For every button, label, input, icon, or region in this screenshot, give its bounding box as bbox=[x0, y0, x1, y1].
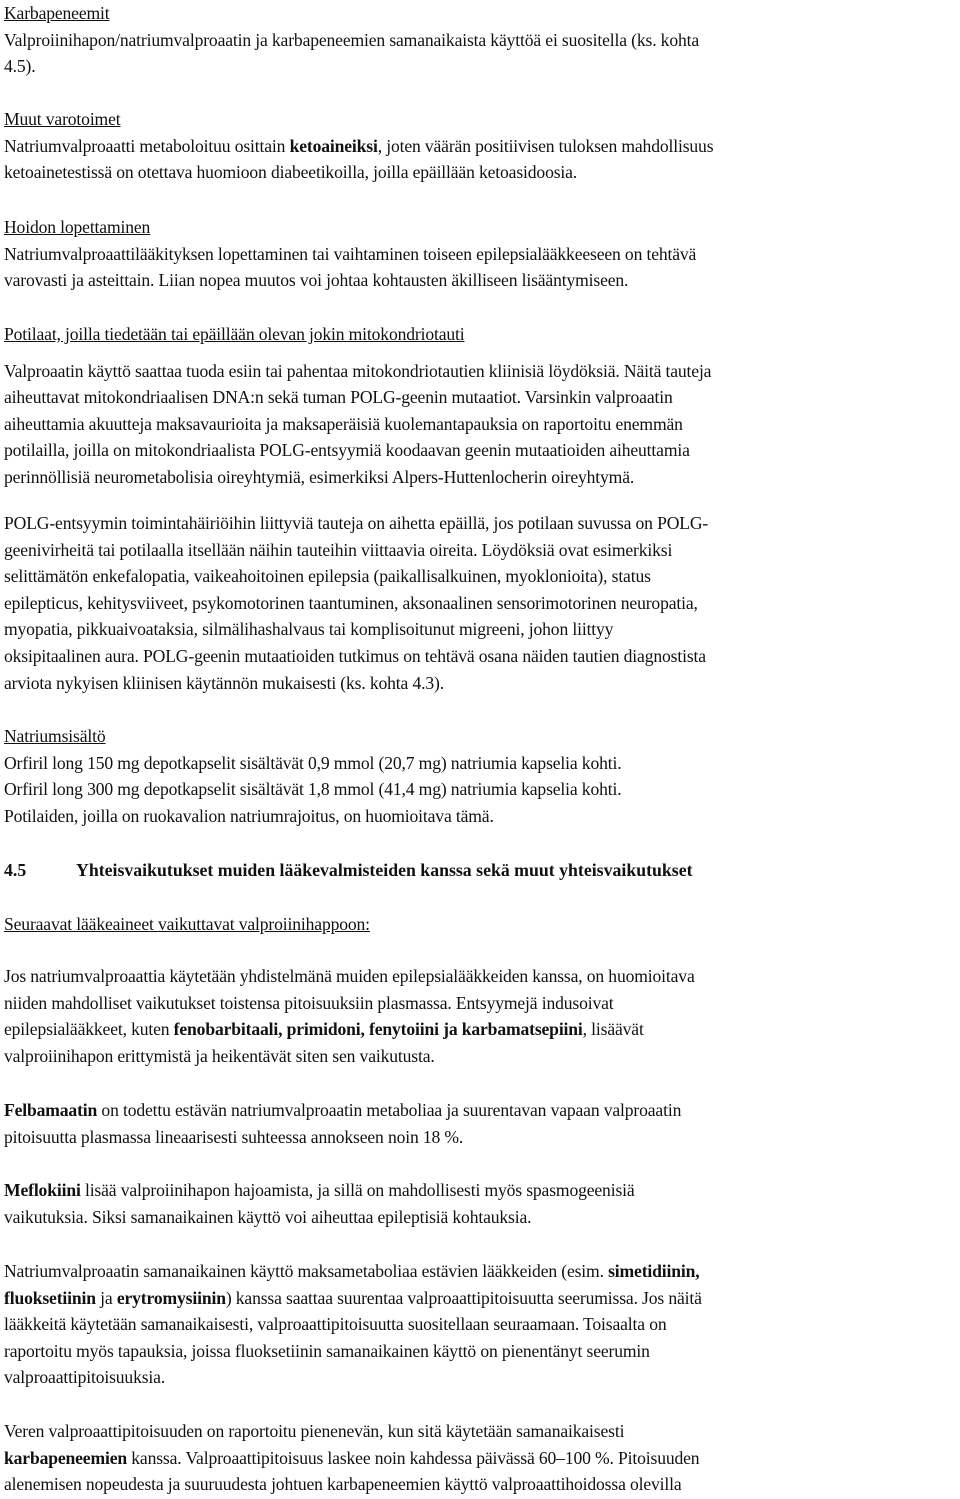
paragraph-line: lääkkeitä käytetään samanaikaisesti, valproaattipitoisuutta suositellaan seuraamaan. Toisaalta on bbox=[4, 1314, 667, 1335]
text-run: kanssa. Valproaattipitoisuus laskee noin kahdessa päivässä 60–100 %. Pitoisuuden bbox=[127, 1447, 700, 1468]
bold-term: ketoaineiksi bbox=[289, 135, 378, 156]
bold-term: erytromysiinin bbox=[116, 1287, 226, 1308]
section-heading-title: Yhteisvaikutukset muiden lääkevalmisteiden kanssa sekä muut yhteisvaikutukset bbox=[76, 860, 693, 880]
section-muut-varotoimet bbox=[4, 106, 956, 186]
paragraph-line: Valproiinihapon/natriumvalproaatin ja karbapeneemien samanaikaista käyttöä ei suositella (ks. kohta bbox=[4, 29, 700, 50]
paragraph-line: 4.5). bbox=[4, 56, 36, 77]
section-title: Karbapeneemit bbox=[4, 3, 110, 23]
bold-term: karbapeneemien bbox=[4, 1447, 128, 1468]
paragraph-line: selittämätön enkefalopatia, vaikeahoitoinen epilepsia (paikallisalkuinen, myoklonioita), status bbox=[4, 566, 651, 587]
text-run: lisää valproiinihapon hajoamista, ja sillä on mahdollisesti myös spasmogeenisiä bbox=[80, 1180, 635, 1200]
text-run: , lisäävät bbox=[582, 1019, 644, 1040]
paragraph-yhdistelma bbox=[4, 963, 956, 1069]
paragraph-line bbox=[4, 1445, 956, 1472]
bold-term: fenobarbitaali, primidoni, fenytoiini ja karbamatsepiini bbox=[173, 1019, 583, 1040]
paragraph-line bbox=[4, 1285, 956, 1312]
paragraph-line: niiden mahdolliset vaikutukset toistensa pitoisuuksiin plasmassa. Entsyymejä indusoivat bbox=[4, 992, 614, 1013]
paragraph-line: Potilaiden, joilla on ruokavalion natriumrajoitus, on huomioitava tämä. bbox=[4, 805, 494, 826]
section-title: Muut varotoimet bbox=[4, 109, 121, 129]
section-title: Natriumsisältö bbox=[4, 726, 106, 746]
paragraph-line: Natriumvalproaattilääkityksen lopettaminen tai vaihtaminen toiseen epilepsialääkkeeseen on tehtävä bbox=[4, 243, 697, 264]
section-karbapeneemit bbox=[4, 0, 956, 80]
paragraph-line bbox=[4, 1258, 956, 1285]
text-run: epilepsialääkkeet, kuten bbox=[4, 1019, 174, 1040]
paragraph-line: Valproaatin käyttö saattaa tuoda esiin tai pahentaa mitokondriotautien kliinisiä löydöksiä. Näitä tauteja bbox=[4, 360, 712, 381]
text-run: , joten väärän positiivisen tuloksen mahdollisuus bbox=[377, 135, 714, 156]
paragraph-line: ketoainetestissä on otettava huomioon diabeetikoilla, joilla epäillään ketoasidoosia. bbox=[4, 162, 578, 183]
paragraph-line: perinnöllisiä neurometabolisia oireyhtymiä, esimerkiksi Alpers-Huttenlocherin oireyhtymä. bbox=[4, 466, 635, 487]
bold-term: Felbamaatin bbox=[4, 1100, 98, 1120]
bold-term: Meflokiini bbox=[4, 1180, 81, 1200]
paragraph-line: pitoisuutta plasmassa lineaarisesti suhteessa annokseen noin 18 %. bbox=[4, 1126, 464, 1147]
text-run: Natriumvalproaatin samanaikainen käyttö maksametaboliaa estävien lääkkeiden (esim. bbox=[4, 1261, 609, 1281]
paragraph-felbamaatti bbox=[4, 1097, 956, 1150]
paragraph-line bbox=[4, 1177, 956, 1204]
section-polg bbox=[4, 510, 956, 696]
text-run: ja bbox=[95, 1287, 117, 1308]
section-hoidon-lopettaminen bbox=[4, 214, 956, 294]
section-natriumsisalto bbox=[4, 723, 956, 829]
paragraph-line: aiheuttamia akuutteja maksavaurioita ja maksaperäisiä kuolemantapauksia on raportoitu enemmän bbox=[4, 413, 683, 434]
paragraph-line: aiheuttavat mitokondriaalisen DNA:n sekä tuman POLG-geenin mutaatiot. Varsinkin valproaatin bbox=[4, 387, 673, 408]
text-run: Natriumvalproaatti metaboloituu osittain bbox=[4, 135, 290, 156]
section-number: 4.5 bbox=[4, 860, 27, 880]
paragraph-line: potilailla, joilla on mitokondriaalista POLG-entsyymiä koodaavan geenin mutaatioiden aiheuttamia bbox=[4, 440, 690, 461]
paragraph-line bbox=[4, 1016, 956, 1043]
paragraph-line: Jos natriumvalproaattia käytetään yhdistelmänä muiden epilepsialääkkeiden kanssa, on huomioitava bbox=[4, 966, 695, 986]
paragraph-line: valproiinihapon erittymistä ja heikentävät siten sen vaikutusta. bbox=[4, 1045, 435, 1066]
paragraph-line: arviota nykyisen kliinisen käytännön mukaisesti (ks. kohta 4.3). bbox=[4, 672, 444, 693]
section-title: Potilaat, joilla tiedetään tai epäillään olevan jokin mitokondriotauti bbox=[4, 324, 465, 344]
paragraph-line bbox=[4, 1097, 956, 1124]
section-mitokondriotauti bbox=[4, 321, 956, 491]
paragraph-line: POLG-entsyymin toimintahäiriöihin liittyviä tauteja on aihetta epäillä, jos potilaan suvussa on POLG- bbox=[4, 513, 709, 533]
paragraph-line: alenemisen nopeudesta ja suuruudesta johtuen karbapeneemien käyttö valproaattihoidossa olevilla bbox=[4, 1474, 682, 1495]
text-run: ) kanssa saattaa suurentaa valproaattipitoisuutta seerumissa. Jos näitä bbox=[225, 1287, 702, 1308]
section-heading-4-5 bbox=[4, 857, 956, 884]
paragraph-line bbox=[4, 133, 956, 160]
text-run: on todettu estävän natriumvalproaatin metaboliaa ja suurentavan vapaan valproaatin bbox=[97, 1100, 682, 1120]
paragraph-line: oksipitaalinen aura. POLG-geenin mutaatioiden tutkimus on tehtävä osana näiden tautien diagnostista bbox=[4, 645, 706, 666]
paragraph-line: Veren valproaattipitoisuuden on raportoitu pienenevän, kun sitä käytetään samanaikaisesti bbox=[4, 1421, 625, 1441]
paragraph-maksametabolia bbox=[4, 1258, 956, 1391]
paragraph-line: vaikutuksia. Siksi samanaikainen käyttö voi aiheuttaa epileptisiä kohtauksia. bbox=[4, 1206, 532, 1227]
subsection-title: Seuraavat lääkeaineet vaikuttavat valproiinihappoon: bbox=[4, 914, 370, 934]
paragraph-line: myopatia, pikkuaivoataksia, silmälihashalvaus tai komplisoitunut migreeni, johon liittyy bbox=[4, 619, 614, 640]
paragraph-line: Orfiril long 150 mg depotkapselit sisältävät 0,9 mmol (20,7 mg) natriumia kapselia kohti. bbox=[4, 752, 622, 773]
bold-term: simetidiinin, bbox=[608, 1261, 700, 1281]
paragraph-meflokiini bbox=[4, 1177, 956, 1230]
subsection-seuraavat bbox=[4, 911, 956, 938]
paragraph-line: raportoitu myös tapauksia, joissa fluoksetiinin samanaikainen käyttö on pienentänyt seerumin bbox=[4, 1340, 650, 1361]
bold-term: fluoksetiinin bbox=[4, 1287, 96, 1308]
paragraph-karbapeneemit-pitoisuus bbox=[4, 1418, 956, 1498]
paragraph-line: varovasti ja asteittain. Liian nopea muutos voi johtaa kohtausten äkilliseen lisääntymiseen. bbox=[4, 270, 629, 291]
paragraph-line: valproaattipitoisuuksia. bbox=[4, 1367, 166, 1388]
section-title: Hoidon lopettaminen bbox=[4, 217, 151, 237]
paragraph-line: geenivirheitä tai potilaalla itsellään näihin tauteihin viittaavia oireita. Löydöksiä ovat esimerkiksi bbox=[4, 539, 673, 560]
paragraph-line: epilepticus, kehitysviiveet, psykomotorinen taantuminen, aksonaalinen sensorimotorinen neuropatia, bbox=[4, 592, 698, 613]
paragraph-line: Orfiril long 300 mg depotkapselit sisältävät 1,8 mmol (41,4 mg) natriumia kapselia kohti. bbox=[4, 779, 622, 800]
